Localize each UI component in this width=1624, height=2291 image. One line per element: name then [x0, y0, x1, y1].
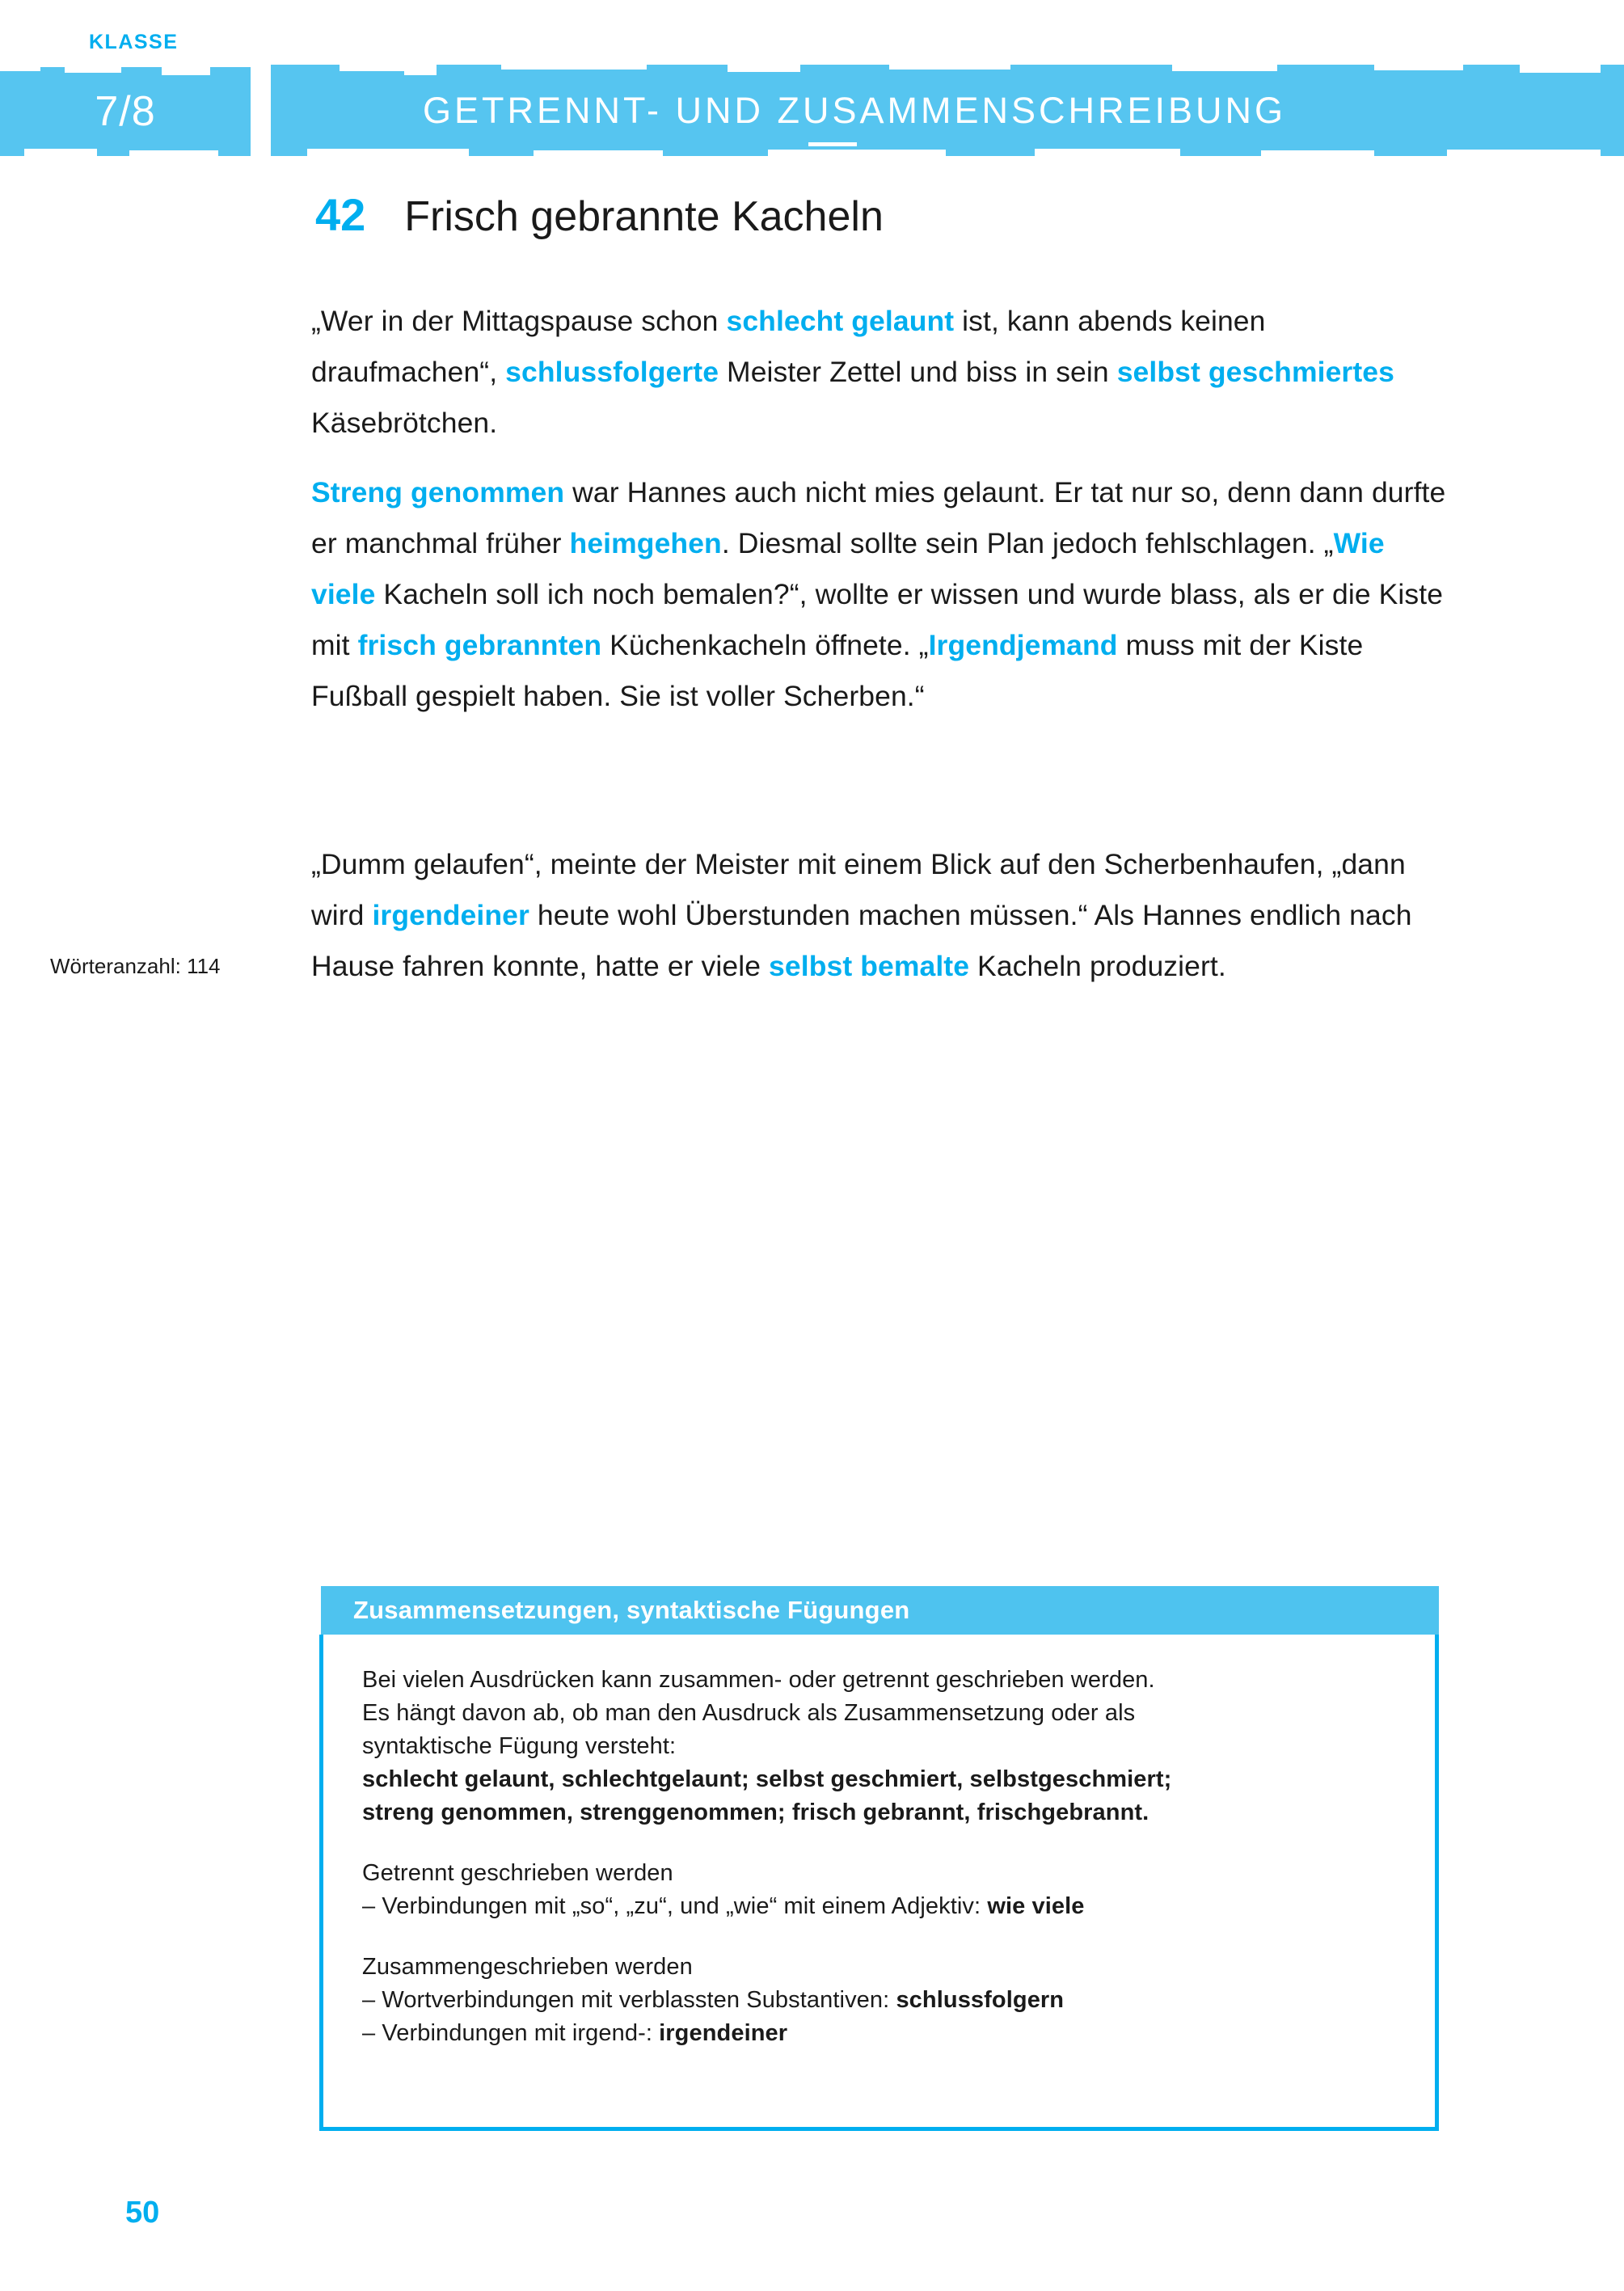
info-box-line	[362, 1857, 1399, 1890]
info-box-run: – Wortverbindungen mit verblassten Substantiven:	[362, 1987, 896, 2013]
exercise-title-row	[315, 189, 884, 240]
info-box-header	[321, 1586, 1439, 1635]
page-header	[0, 0, 1624, 170]
topic-title: GETRENNT- UND ZUSAMMENSCHREIBUNG	[422, 89, 1287, 131]
info-box-run: Zusammengeschrieben werden	[362, 1954, 693, 1980]
highlighted-term: frisch gebrannten	[357, 629, 602, 661]
info-box-line	[362, 1697, 1399, 1730]
info-box-emphasis: wie viele	[987, 1893, 1085, 1919]
info-box-line	[362, 1763, 1399, 1796]
paragraph-run: . Diesmal sollte sein Plan jedoch fehlschlagen. „	[721, 527, 1334, 559]
paragraph-run: ist, kann abends keinen draufmachen“,	[311, 305, 1266, 388]
info-box-emphasis: schlecht gelaunt, schlechtgelaunt; selbst geschmiert, selbstgeschmiert;	[362, 1766, 1172, 1792]
info-box-title: Zusammensetzungen, syntaktische Fügungen	[353, 1596, 910, 1624]
highlighted-term: selbst bemalte	[769, 950, 970, 982]
paragraph-run: Kacheln produziert.	[969, 950, 1226, 982]
paragraph-run: war Hannes auch nicht mies gelaunt. Er tat nur so, denn dann durfte er manchmal früher	[311, 476, 1446, 559]
paragraph-run: Kacheln soll ich noch bemalen?“, wollte er wissen und wurde blass, als er die Kiste mit	[311, 578, 1444, 661]
info-box-emphasis: streng genommen, strenggenommen; frisch gebrannt, frischgebrannt.	[362, 1799, 1149, 1825]
highlighted-term: heimgehen	[569, 527, 722, 559]
grade-value: 7/8	[95, 88, 156, 135]
info-box	[319, 1586, 1439, 2131]
info-box-run: – Verbindungen mit „so“, „zu“, und „wie“ mit einem Adjektiv:	[362, 1893, 988, 1919]
paragraph-run: „Dumm gelaufen“, meinte der Meister mit einem Blick auf den Scherbenhaufen, „dann wird	[311, 848, 1406, 931]
highlighted-term: Streng genommen	[311, 476, 565, 508]
info-box-line	[362, 2017, 1399, 2050]
info-box-spacer	[362, 1829, 1399, 1857]
info-box-body	[319, 1635, 1439, 2131]
highlighted-term: Irgendjemand	[928, 629, 1118, 661]
exercise-paragraph	[311, 467, 1447, 722]
highlighted-term: Wie viele	[311, 527, 1385, 610]
info-box-run: Getrennt geschrieben werden	[362, 1860, 673, 1886]
info-box-spacer	[362, 1923, 1399, 1951]
exercise-number: 42	[315, 189, 366, 240]
highlighted-term: selbst geschmiertes	[1116, 356, 1394, 388]
info-box-line	[362, 1796, 1399, 1829]
paragraph-run: muss mit der Kiste Fußball gespielt haben. Sie ist voller Scherben.“	[311, 629, 1364, 712]
klasse-label: KLASSE	[89, 31, 179, 53]
info-box-line	[362, 1730, 1399, 1763]
paragraph-run: Küchenkacheln öffnete. „	[601, 629, 929, 661]
wordcount-label: Wörteranzahl: 114	[50, 954, 221, 978]
info-box-emphasis: irgendeiner	[659, 2020, 788, 2046]
info-box-run: – Verbindungen mit irgend-:	[362, 2020, 660, 2046]
info-box-emphasis: schlussfolgern	[896, 1987, 1065, 2013]
paragraph-run: „Wer in der Mittagspause schon	[311, 305, 727, 337]
info-box-line	[362, 1890, 1399, 1923]
info-box-run: Es hängt davon ab, ob man den Ausdruck als Zusammensetzung oder als	[362, 1700, 1136, 1726]
paragraph-run: Käsebrötchen.	[311, 407, 498, 439]
page-number: 50	[125, 2196, 160, 2230]
info-box-run: syntaktische Fügung versteht:	[362, 1733, 677, 1759]
exercise-paragraph	[311, 839, 1447, 992]
highlighted-term: schlussfolgerte	[505, 356, 719, 388]
paragraph-run: Meister Zettel und biss in sein	[719, 356, 1117, 388]
highlighted-term: irgendeiner	[372, 899, 529, 931]
info-box-line	[362, 1951, 1399, 1984]
paragraph-run: heute wohl Überstunden machen müssen.“ Als Hannes endlich nach Hause fahren konnte, hatte er viele	[311, 899, 1412, 982]
exercise-heading: Frisch gebrannte Kacheln	[404, 193, 884, 240]
info-box-run: Bei vielen Ausdrücken kann zusammen- oder getrennt geschrieben werden.	[362, 1667, 1155, 1693]
info-box-line	[362, 1984, 1399, 2017]
exercise-paragraph	[311, 296, 1447, 449]
highlighted-term: schlecht gelaunt	[726, 305, 955, 337]
info-box-line	[362, 1664, 1399, 1697]
